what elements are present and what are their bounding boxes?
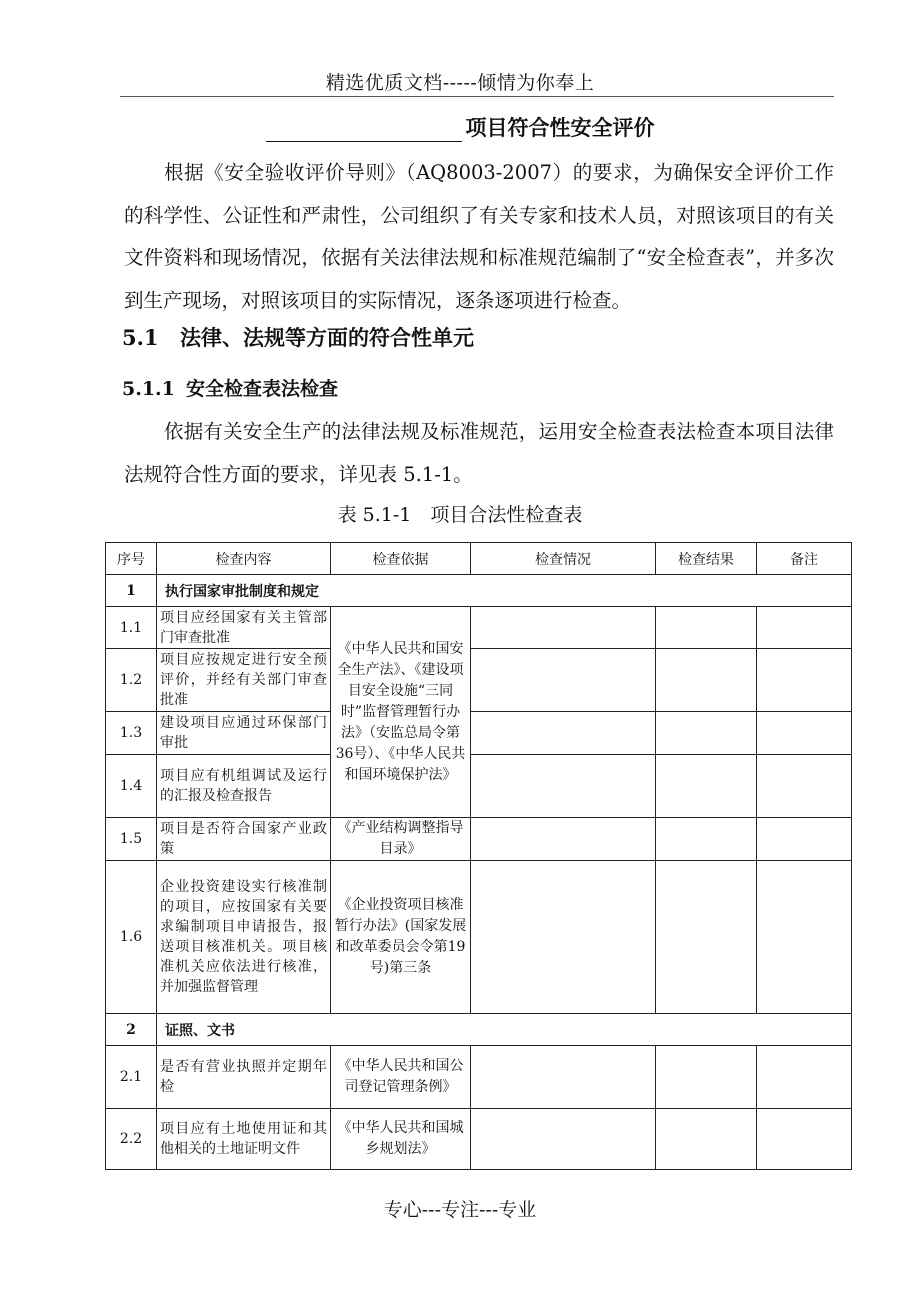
header-cell: 备注 [757, 543, 852, 575]
row-result [656, 818, 757, 861]
section-no: 2 [106, 1014, 157, 1046]
header-cell: 检查内容 [157, 543, 331, 575]
row-content: 项目应按规定进行安全预评价，并经有关部门审查批准 [157, 649, 331, 712]
row-no: 1.3 [106, 712, 157, 755]
table-row [106, 712, 852, 755]
intro-paragraph: 根据《安全验收评价导则》（AQ8003-2007）的要求，为确保安全评价工作的科学性、公证性和严肃性，公司组织了有关专家和技术人员，对照该项目的有关文件资料和现场情况，依据有关法律法规和标准规范编制了“安全检查表”，并多次到生产现场，对照该项目的实际情况，逐条逐项进行检查。 [124, 161, 834, 312]
row-result [656, 1109, 757, 1170]
section-title-cell: 证照、文书 [157, 1014, 852, 1046]
body-paragraph: 依据有关安全生产的法律法规及标准规范，运用安全检查表法检查本项目法律法规符合性方面的要求，详见表 5.1-1。 [124, 420, 834, 486]
subsection-number: 5.1.1 [122, 378, 175, 400]
header-rule [120, 96, 834, 97]
row-content: 建设项目应通过环保部门审批 [157, 712, 331, 755]
row-remark [757, 1109, 852, 1170]
row-result [656, 861, 757, 1014]
table-row [106, 818, 852, 861]
document-title [0, 112, 920, 142]
section-heading [122, 322, 474, 352]
row-no: 2.2 [106, 1109, 157, 1170]
row-status [471, 1046, 656, 1109]
table-header-row [106, 543, 852, 575]
row-content: 是否有营业执照并定期年检 [157, 1046, 331, 1109]
row-basis: 《中华人民共和国安全生产法》、《建设项目安全设施“三同时”监督管理暂行办法》（安监总局令第36号）、《中华人民共和国环境保护法》 [331, 607, 471, 818]
page-header: 精选优质文档-----倾情为你奉上 [325, 72, 595, 94]
row-basis: 《中华人民共和国城乡规划法》 [331, 1109, 471, 1170]
row-result [656, 755, 757, 818]
row-content: 项目应经国家有关主管部门审查批准 [157, 607, 331, 649]
row-content: 项目应有土地使用证和其他相关的土地证明文件 [157, 1109, 331, 1170]
table-row [106, 755, 852, 818]
section-title-cell: 执行国家审批制度和规定 [157, 575, 852, 607]
row-basis: 《产业结构调整指导目录》 [331, 818, 471, 861]
row-no: 2.1 [106, 1046, 157, 1109]
row-no: 1.4 [106, 755, 157, 818]
row-basis: 《中华人民共和国公司登记管理条例》 [331, 1046, 471, 1109]
header-cell: 检查依据 [331, 543, 471, 575]
subsection-heading [122, 374, 338, 401]
table-row [106, 1109, 852, 1170]
row-remark [757, 607, 852, 649]
row-status [471, 861, 656, 1014]
row-remark [757, 818, 852, 861]
row-status [471, 712, 656, 755]
row-remark [757, 649, 852, 712]
compliance-check-table [105, 542, 852, 1170]
row-result [656, 607, 757, 649]
row-status [471, 755, 656, 818]
table-section-row [106, 1014, 852, 1046]
row-result [656, 649, 757, 712]
table-row [106, 861, 852, 1014]
row-no: 1.6 [106, 861, 157, 1014]
table-row [106, 649, 852, 712]
header-cell: 检查结果 [656, 543, 757, 575]
row-remark [757, 1046, 852, 1109]
row-no: 1.2 [106, 649, 157, 712]
section-no: 1 [106, 575, 157, 607]
row-remark [757, 712, 852, 755]
row-content: 企业投资建设实行核准制的项目，应按国家有关要求编制项目申请报告，报送项目核准机关。项目核准机关应依法进行核准，并加强监督管理 [157, 861, 331, 1014]
row-content: 项目是否符合国家产业政策 [157, 818, 331, 861]
title-blank-line [266, 119, 462, 142]
row-no: 1.5 [106, 818, 157, 861]
row-no: 1.1 [106, 607, 157, 649]
table-section-row [106, 575, 852, 607]
table-row [106, 607, 852, 649]
row-status [471, 607, 656, 649]
row-remark [757, 861, 852, 1014]
row-result [656, 1046, 757, 1109]
header-cell: 序号 [106, 543, 157, 575]
row-content: 项目应有机组调试及运行的汇报及检查报告 [157, 755, 331, 818]
row-status [471, 818, 656, 861]
header-cell: 检查情况 [471, 543, 656, 575]
page-footer: 专心---专注---专业 [383, 1199, 537, 1221]
table-caption: 表 5.1-1 项目合法性检查表 [337, 504, 583, 526]
section-number: 5.1 [122, 325, 159, 350]
row-remark [757, 755, 852, 818]
row-status [471, 1109, 656, 1170]
section-title: 法律、法规等方面的符合性单元 [180, 325, 474, 350]
row-status [471, 649, 656, 712]
subsection-title: 安全检查表法检查 [186, 378, 339, 400]
table-row [106, 1046, 852, 1109]
row-basis: 《企业投资项目核准暂行办法》(国家发展和改革委员会令第19号)第三条 [331, 861, 471, 1014]
title-text: 项目符合性安全评价 [465, 115, 655, 140]
row-result [656, 712, 757, 755]
